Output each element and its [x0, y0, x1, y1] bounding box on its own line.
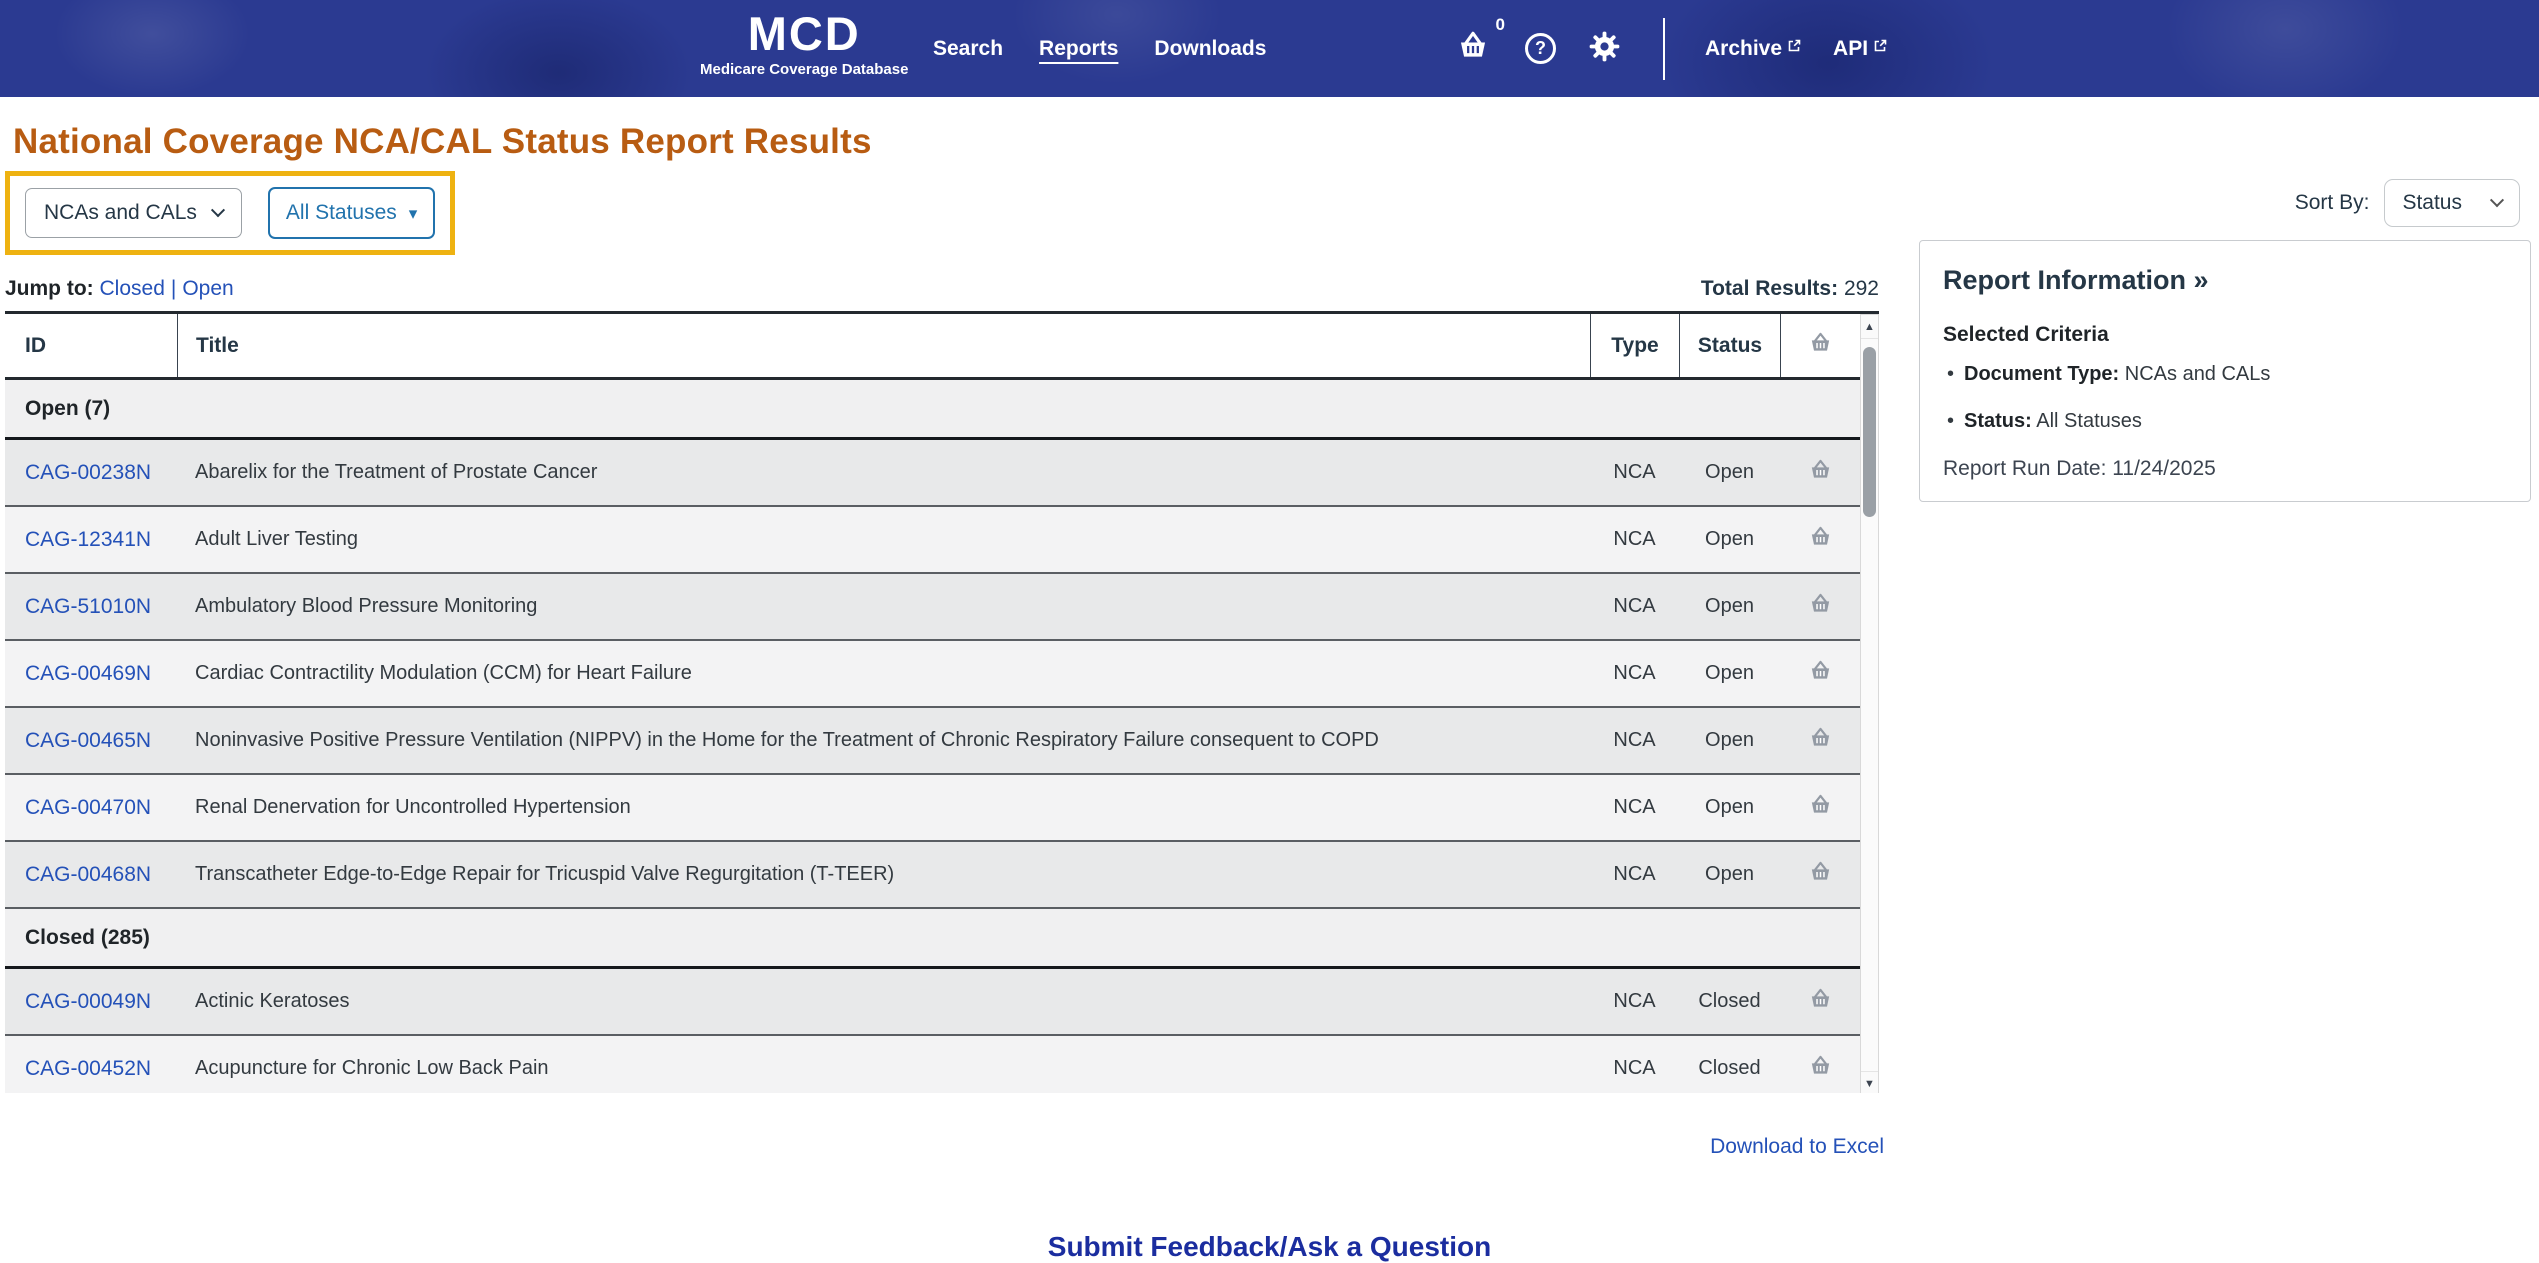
row-status: Open [1705, 796, 1754, 818]
status-dropdown[interactable] [268, 187, 435, 239]
column-header-status[interactable]: Status [1679, 314, 1780, 377]
total-results [1701, 277, 1879, 301]
report-run-date [1943, 457, 2506, 481]
sort-value: Status [2402, 191, 2462, 214]
cart-button[interactable] [1455, 15, 1505, 68]
table-row [5, 507, 1860, 574]
filters-highlight-box [5, 171, 455, 255]
criteria-item: • Document Type: NCAs and CALs [1947, 363, 2271, 385]
chevron-down-icon [211, 203, 225, 217]
row-title: Adult Liver Testing [195, 528, 359, 550]
row-title: Ambulatory Blood Pressure Monitoring [195, 595, 538, 617]
row-title: Cardiac Contractility Modulation (CCM) for Heart Failure [195, 662, 692, 684]
sort-by-label: Sort By: [2294, 191, 2370, 214]
nav-reports[interactable]: Reports [1039, 36, 1119, 60]
row-status: Closed [1698, 990, 1761, 1012]
row-id-link[interactable]: CAG-12341N [25, 527, 152, 551]
row-id-link[interactable]: CAG-51010N [25, 594, 152, 618]
row-status: Open [1705, 595, 1754, 617]
row-title: Abarelix for the Treatment of Prostate Cancer [195, 461, 598, 483]
mcd-logo-title: MCD [747, 7, 861, 60]
row-id-link[interactable]: CAG-00238N [25, 460, 152, 484]
archive-link[interactable]: Archive [1705, 37, 1801, 61]
external-link-icon [1787, 35, 1801, 59]
header-icons [1455, 0, 1887, 97]
external-link-icon [1873, 35, 1887, 59]
basket-icon [1807, 330, 1834, 362]
question-circle-icon: ? [1535, 38, 1546, 58]
cart-count-badge: 0 [1495, 15, 1505, 34]
row-type: NCA [1613, 1057, 1656, 1079]
row-title: Acupuncture for Chronic Low Back Pain [195, 1057, 549, 1079]
mcd-logo-subtitle: Medicare Coverage Database [700, 61, 909, 78]
row-title: Actinic Keratoses [195, 990, 350, 1012]
gear-icon [1588, 30, 1621, 68]
jump-to-label: Jump to: [5, 277, 94, 300]
row-id-link[interactable]: CAG-00470N [25, 795, 152, 819]
settings-button[interactable] [1588, 30, 1621, 68]
scroll-down-button[interactable]: ▼ [1861, 1071, 1878, 1093]
report-info-panel [1919, 240, 2531, 502]
row-type: NCA [1613, 729, 1656, 751]
download-row [5, 1135, 1884, 1159]
row-type: NCA [1613, 990, 1656, 1012]
api-link[interactable]: API [1833, 37, 1887, 61]
report-run-date-label: Report Run Date: [1943, 457, 2107, 480]
jump-to [5, 277, 234, 301]
row-type: NCA [1613, 528, 1656, 550]
group-row: Open (7) [5, 380, 1860, 440]
row-id-link[interactable]: CAG-00049N [25, 989, 152, 1013]
row-type: NCA [1613, 863, 1656, 885]
table-row [5, 574, 1860, 641]
row-status: Open [1705, 461, 1754, 483]
document-type-value: NCAs and CALs [44, 201, 197, 224]
row-basket-button[interactable] [1807, 591, 1834, 623]
report-info-heading[interactable]: Report Information » [1943, 265, 2209, 295]
sort-by [2295, 179, 2520, 227]
document-type-dropdown[interactable] [25, 188, 242, 238]
row-status: Closed [1698, 1057, 1761, 1079]
row-type: NCA [1613, 796, 1656, 818]
app-header [0, 0, 2539, 97]
row-basket-button[interactable] [1807, 524, 1834, 556]
row-type: NCA [1613, 461, 1656, 483]
row-basket-button[interactable] [1807, 986, 1834, 1018]
submit-feedback-link[interactable]: Submit Feedback/Ask a Question [1047, 1231, 1492, 1262]
row-title: Transcatheter Edge-to-Edge Repair for Tricuspid Valve Regurgitation (T-TEER) [195, 863, 895, 885]
group-row: Closed (285) [5, 909, 1860, 969]
total-results-value: 292 [1843, 277, 1879, 300]
row-id-link[interactable]: CAG-00465N [25, 728, 152, 752]
report-run-date-value: 11/24/2025 [2112, 457, 2216, 480]
row-basket-button[interactable] [1807, 1053, 1834, 1085]
row-status: Open [1705, 662, 1754, 684]
nav-search[interactable]: Search [933, 36, 1004, 60]
row-status: Open [1705, 528, 1754, 550]
column-header-basket [1780, 314, 1860, 377]
table-row [5, 969, 1860, 1036]
table-row [5, 641, 1860, 708]
total-results-label: Total Results: [1700, 277, 1839, 300]
chevron-down-icon [2490, 193, 2504, 207]
selected-criteria-heading: Selected Criteria [1943, 323, 2109, 346]
row-basket-button[interactable] [1807, 859, 1834, 891]
caret-down-icon: ▾ [408, 203, 418, 223]
table-row [5, 775, 1860, 842]
row-basket-button[interactable] [1807, 457, 1834, 489]
table-header-row [5, 314, 1860, 380]
table-scrollbar [1860, 314, 1879, 1093]
jump-separator: | [170, 277, 177, 300]
row-basket-button[interactable] [1807, 725, 1834, 757]
row-status: Open [1705, 729, 1754, 751]
jump-link-closed[interactable]: Closed [99, 277, 165, 300]
table-row [5, 440, 1860, 507]
main-nav [933, 0, 1266, 97]
download-excel-link[interactable]: Download to Excel [1710, 1135, 1884, 1158]
results-table [5, 311, 1879, 1093]
row-status: Open [1705, 863, 1754, 885]
row-basket-button[interactable] [1807, 792, 1834, 824]
mcd-logo[interactable] [700, 7, 909, 78]
feedback-row [0, 1231, 2539, 1263]
row-type: NCA [1613, 662, 1656, 684]
row-type: NCA [1613, 595, 1656, 617]
row-title: Noninvasive Positive Pressure Ventilation (NIPPV) in the Home for the Treatment of Chronic Respiratory Failure consequent to COPD [195, 729, 1379, 751]
row-basket-button[interactable] [1807, 658, 1834, 690]
help-button[interactable] [1525, 33, 1556, 64]
row-id-link[interactable]: CAG-00469N [25, 661, 152, 685]
criteria-item: • Status: All Statuses [1947, 410, 2142, 432]
table-row [5, 1036, 1860, 1093]
nav-downloads[interactable]: Downloads [1154, 36, 1267, 60]
table-row [5, 708, 1860, 775]
page-title: National Coverage NCA/CAL Status Report Results [13, 122, 872, 161]
column-header-type[interactable]: Type [1590, 314, 1679, 377]
status-filter-value: All Statuses [285, 201, 397, 224]
scroll-up-button[interactable]: ▲ [1861, 315, 1878, 339]
row-id-link[interactable]: CAG-00452N [25, 1056, 152, 1080]
sort-dropdown[interactable] [2384, 179, 2520, 227]
basket-icon [1455, 29, 1491, 68]
jump-row [5, 277, 1879, 301]
scroll-thumb[interactable] [1863, 347, 1876, 517]
row-title: Renal Denervation for Uncontrolled Hypertension [195, 796, 631, 818]
column-header-id[interactable]: ID [25, 333, 46, 357]
row-id-link[interactable]: CAG-00468N [25, 862, 152, 886]
column-header-title[interactable]: Title [177, 314, 1590, 377]
jump-link-open[interactable]: Open [182, 277, 234, 300]
table-row [5, 842, 1860, 909]
